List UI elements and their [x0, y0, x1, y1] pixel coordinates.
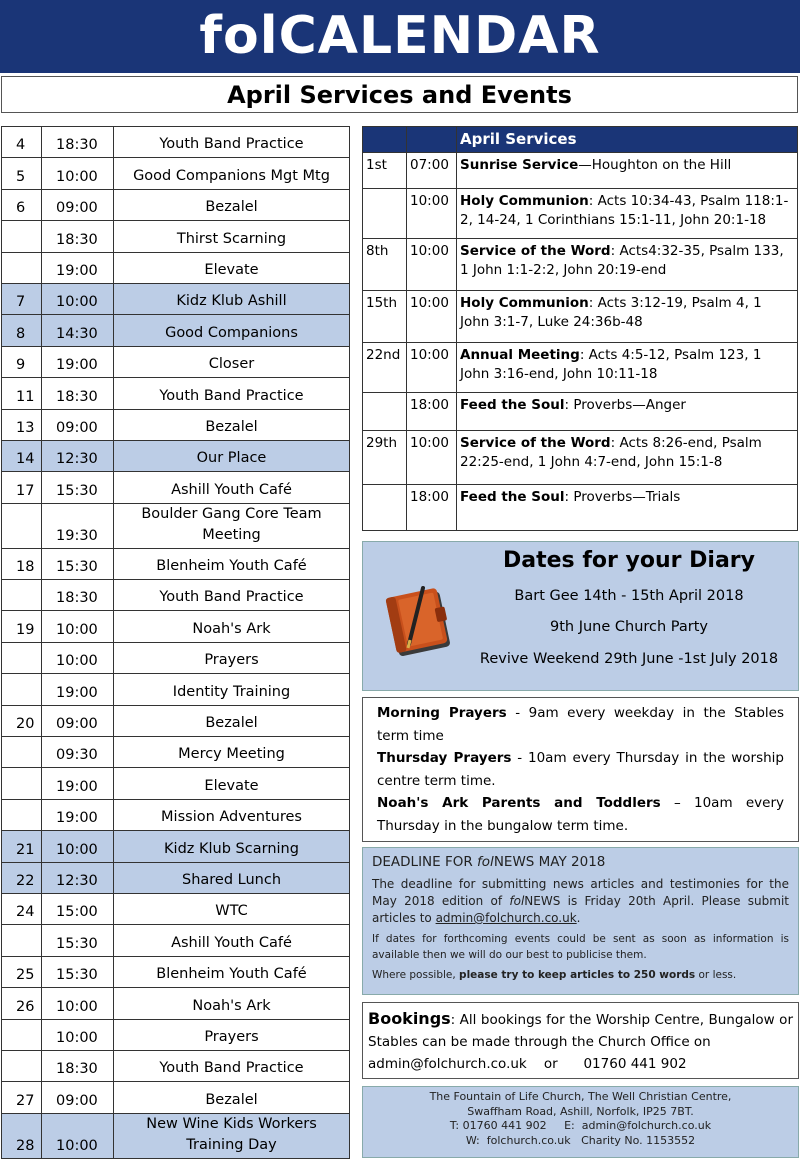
event-row [2, 956, 350, 987]
event-day: 21 [2, 831, 42, 862]
services-table [362, 126, 798, 531]
event-name: Good Companions [114, 315, 350, 346]
event-day [2, 674, 42, 705]
diary-book-icon [379, 582, 459, 662]
footer-line: The Fountain of Life Church, The Well Christian Centre, [429, 1090, 732, 1103]
event-day: 7 [2, 283, 42, 314]
event-name: Shared Lunch [114, 862, 350, 893]
event-time: 15:30 [42, 548, 114, 579]
service-time: 10:00 [407, 239, 457, 291]
event-day [2, 503, 42, 548]
event-time: 19:00 [42, 252, 114, 283]
event-name: Our Place [114, 440, 350, 471]
service-detail: Sunrise Service—Houghton on the Hill [457, 153, 798, 189]
event-time: 19:30 [42, 503, 114, 548]
service-detail: Feed the Soul: Proverbs—Trials [457, 485, 798, 531]
event-row [2, 440, 350, 471]
service-date: 8th [363, 239, 407, 291]
event-time: 18:30 [42, 127, 114, 158]
event-name: WTC [114, 893, 350, 924]
event-day: 6 [2, 189, 42, 220]
event-time: 12:30 [42, 862, 114, 893]
service-date: 1st [363, 153, 407, 189]
event-row [2, 1050, 350, 1081]
prayer-item: Morning Prayers - 9am every weekday in the Stables term time [377, 705, 784, 744]
event-row [2, 862, 350, 893]
event-time: 15:30 [42, 925, 114, 956]
service-title: Feed the Soul [460, 397, 565, 413]
event-row [2, 925, 350, 956]
event-time: 10:00 [42, 988, 114, 1019]
event-day: 9 [2, 346, 42, 377]
events-table [1, 126, 350, 1159]
event-time: 09:00 [42, 189, 114, 220]
deadline-word-limit: Where possible, please try to keep articles to 250 words or less. [372, 969, 737, 981]
service-date [363, 189, 407, 239]
event-row [2, 768, 350, 799]
diary-line: 9th June Church Party [549, 619, 709, 635]
event-day [2, 1019, 42, 1050]
service-row [363, 343, 798, 393]
service-detail: Holy Communion: Acts 10:34-43, Psalm 118:1-2, 14-24, 1 Corinthians 15:1-11, John 20:1-18 [457, 189, 798, 239]
diary-line: Revive Weekend 29th June -1st July 2018 [479, 651, 779, 667]
event-row [2, 1113, 350, 1158]
diary-box [362, 541, 799, 691]
event-day: 22 [2, 862, 42, 893]
event-name: Bezalel [114, 705, 350, 736]
event-row [2, 158, 350, 189]
prayer-item: Noah's Ark Parents and Toddlers – 10am every Thursday in the bungalow term time. [377, 795, 785, 834]
event-time: 14:30 [42, 315, 114, 346]
event-name: Ashill Youth Café [114, 472, 350, 503]
event-day: 27 [2, 1082, 42, 1113]
event-name: Boulder Gang Core Team Meeting [114, 503, 350, 548]
service-row [363, 239, 798, 291]
event-time: 12:30 [42, 440, 114, 471]
event-row [2, 503, 350, 548]
service-date: 29th [363, 431, 407, 485]
event-day: 13 [2, 409, 42, 440]
event-name: Good Companions Mgt Mtg [114, 158, 350, 189]
event-time: 19:00 [42, 674, 114, 705]
service-time: 10:00 [407, 431, 457, 485]
service-time: 10:00 [407, 189, 457, 239]
event-row [2, 831, 350, 862]
service-time: 18:00 [407, 485, 457, 531]
event-time: 15:00 [42, 893, 114, 924]
event-day [2, 768, 42, 799]
event-day: 8 [2, 315, 42, 346]
event-row [2, 705, 350, 736]
service-row [363, 485, 798, 531]
event-day: 4 [2, 127, 42, 158]
service-title: Sunrise Service [460, 157, 579, 173]
service-time: 07:00 [407, 153, 457, 189]
footer-line: T: 01760 441 902 E: admin@folchurch.co.uk [449, 1119, 712, 1132]
event-row [2, 893, 350, 924]
deadline-text: The deadline for submitting news articles and testimonies for the May 2018 edition of folNEWS is Friday 20th April. Please submit articles to admin@folchurch.co.uk. [372, 877, 789, 925]
event-name: Mercy Meeting [114, 737, 350, 768]
event-time: 19:00 [42, 768, 114, 799]
footer-line: Swaffham Road, Ashill, Norfolk, IP25 7BT. [467, 1104, 694, 1118]
event-row [2, 611, 350, 642]
event-time: 15:30 [42, 956, 114, 987]
service-time: 10:00 [407, 343, 457, 393]
event-name: New Wine Kids Workers Training Day [114, 1113, 350, 1158]
service-detail: Service of the Word: Acts4:32-35, Psalm 133, 1 John 1:1-2:2, John 20:19-end [457, 239, 798, 291]
service-row [363, 153, 798, 189]
service-title: Service of the Word [460, 243, 611, 259]
event-row [2, 674, 350, 705]
page-title: folCALENDAR [0, 0, 800, 73]
page-subtitle: April Services and Events [1, 76, 798, 113]
event-time: 10:00 [42, 283, 114, 314]
event-row [2, 642, 350, 673]
event-day [2, 925, 42, 956]
service-title: Holy Communion [460, 295, 589, 311]
footer-contact [362, 1086, 799, 1158]
event-day: 20 [2, 705, 42, 736]
service-row [363, 291, 798, 343]
event-name: Youth Band Practice [114, 1050, 350, 1081]
service-detail: Feed the Soul: Proverbs—Anger [457, 393, 798, 431]
diary-title: Dates for your Diary [503, 548, 755, 573]
event-row [2, 548, 350, 579]
deadline-note: If dates for forthcoming events could be sent as soon as information is available then we will do our best to publicise them. [372, 933, 789, 961]
event-name: Identity Training [114, 674, 350, 705]
service-date: 15th [363, 291, 407, 343]
event-row [2, 346, 350, 377]
footer-line: W: folchurch.co.uk Charity No. 1153552 [465, 1133, 696, 1147]
event-name: Blenheim Youth Café [114, 956, 350, 987]
event-time: 10:00 [42, 1113, 114, 1158]
event-row [2, 409, 350, 440]
deadline-title: DEADLINE FOR folNEWS MAY 2018 [372, 854, 606, 870]
services-heading: April Services [457, 127, 798, 153]
event-name: Youth Band Practice [114, 378, 350, 409]
event-time: 09:30 [42, 737, 114, 768]
event-row [2, 221, 350, 252]
event-time: 18:30 [42, 580, 114, 611]
event-name: Blenheim Youth Café [114, 548, 350, 579]
event-name: Bezalel [114, 189, 350, 220]
service-date [363, 393, 407, 431]
event-day [2, 1050, 42, 1081]
service-row [363, 393, 798, 431]
bookings-email[interactable]: admin@folchurch.co.uk [368, 1056, 527, 1072]
event-name: Bezalel [114, 409, 350, 440]
bookings-phone: 01760 441 902 [583, 1056, 687, 1072]
event-time: 18:30 [42, 221, 114, 252]
prayer-item: Thursday Prayers - 10am every Thursday in the worship centre term time. [377, 750, 784, 789]
event-time: 09:00 [42, 409, 114, 440]
event-day [2, 737, 42, 768]
event-day: 17 [2, 472, 42, 503]
event-time: 18:30 [42, 378, 114, 409]
event-day: 14 [2, 440, 42, 471]
event-day: 26 [2, 988, 42, 1019]
service-title: Feed the Soul [460, 489, 565, 505]
service-row [363, 431, 798, 485]
deadline-email-link[interactable]: admin@folchurch.co.uk [435, 911, 577, 925]
service-row [363, 189, 798, 239]
event-row [2, 737, 350, 768]
bookings-title: Bookings [368, 1009, 451, 1028]
event-day: 19 [2, 611, 42, 642]
event-name: Prayers [114, 642, 350, 673]
event-day: 28 [2, 1113, 42, 1158]
event-name: Mission Adventures [114, 799, 350, 830]
event-row [2, 1019, 350, 1050]
service-detail: Service of the Word: Acts 8:26-end, Psalm 22:25-end, 1 John 4:7-end, John 15:1-8 [457, 431, 798, 485]
event-row [2, 283, 350, 314]
service-date: 22nd [363, 343, 407, 393]
event-time: 15:30 [42, 472, 114, 503]
service-time: 10:00 [407, 291, 457, 343]
event-time: 09:00 [42, 705, 114, 736]
event-name: Closer [114, 346, 350, 377]
event-name: Thirst Scarning [114, 221, 350, 252]
event-name: Youth Band Practice [114, 580, 350, 611]
event-time: 10:00 [42, 642, 114, 673]
services-header-row [363, 127, 798, 153]
event-name: Youth Band Practice [114, 127, 350, 158]
event-day: 24 [2, 893, 42, 924]
service-title: Annual Meeting [460, 347, 580, 363]
deadline-box [362, 847, 799, 995]
event-row [2, 315, 350, 346]
event-name: Elevate [114, 252, 350, 283]
event-day: 25 [2, 956, 42, 987]
event-row [2, 580, 350, 611]
event-row [2, 799, 350, 830]
event-day: 18 [2, 548, 42, 579]
event-row [2, 472, 350, 503]
event-name: Bezalel [114, 1082, 350, 1113]
service-title: Service of the Word [460, 435, 611, 451]
event-time: 19:00 [42, 346, 114, 377]
event-day: 5 [2, 158, 42, 189]
service-detail: Holy Communion: Acts 3:12-19, Psalm 4, 1 John 3:1-7, Luke 24:36b-48 [457, 291, 798, 343]
event-row [2, 252, 350, 283]
event-row [2, 988, 350, 1019]
service-detail: Annual Meeting: Acts 4:5-12, Psalm 123, 1 John 3:16-end, John 10:11-18 [457, 343, 798, 393]
event-time: 10:00 [42, 158, 114, 189]
event-name: Ashill Youth Café [114, 925, 350, 956]
event-name: Prayers [114, 1019, 350, 1050]
service-time: 18:00 [407, 393, 457, 431]
service-date [363, 485, 407, 531]
event-day [2, 642, 42, 673]
event-row [2, 378, 350, 409]
event-name: Kidz Klub Ashill [114, 283, 350, 314]
service-title: Holy Communion [460, 193, 589, 209]
event-row [2, 1082, 350, 1113]
event-name: Noah's Ark [114, 988, 350, 1019]
event-day [2, 252, 42, 283]
event-time: 10:00 [42, 1019, 114, 1050]
event-name: Noah's Ark [114, 611, 350, 642]
event-day [2, 221, 42, 252]
event-day [2, 799, 42, 830]
event-name: Elevate [114, 768, 350, 799]
event-time: 18:30 [42, 1050, 114, 1081]
event-name: Kidz Klub Scarning [114, 831, 350, 862]
event-day: 11 [2, 378, 42, 409]
event-row [2, 189, 350, 220]
diary-line: Bart Gee 14th - 15th April 2018 [514, 588, 744, 604]
event-time: 10:00 [42, 611, 114, 642]
event-time: 10:00 [42, 831, 114, 862]
event-time: 09:00 [42, 1082, 114, 1113]
event-time: 19:00 [42, 799, 114, 830]
prayers-box [362, 697, 799, 842]
event-day [2, 580, 42, 611]
bookings-box: Bookings: All bookings for the Worship Centre, Bungalow or Stables can be made through the Church Office on admin@folchurch.co.uk or 01760 441 902 [362, 1002, 799, 1079]
event-row [2, 127, 350, 158]
